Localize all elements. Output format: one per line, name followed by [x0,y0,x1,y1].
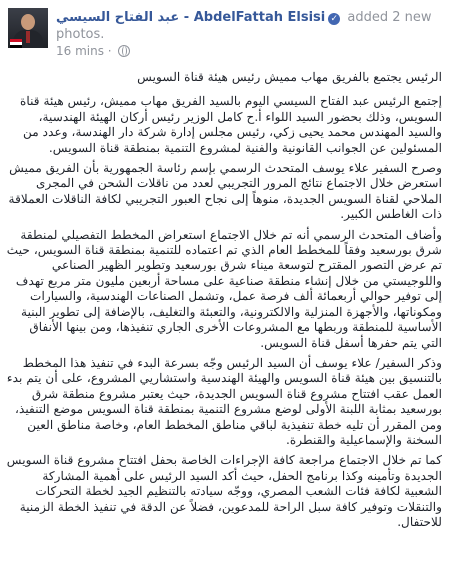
avatar-tie [26,31,30,43]
post-text [6,70,442,535]
dot-separator: · [107,44,116,58]
globe-icon[interactable] [118,45,130,57]
author-avatar[interactable] [8,8,48,48]
avatar-face [21,14,35,30]
post-header-line [56,9,446,43]
post-paragraph: وأضاف المتحدث الرسمي أنه تم خلال الاجتماع استعراض المخطط التفصيلي لمنطقة شرق بورسعيد وفقاً للمخطط العام الذي تم اعتماده للتنمية بمنطقة قناة السويس، حيث تم عرض التصور المقترح لتوسعة ميناء شرق بورسعيد وتطوير الظهير الصناعي واللوجيستي من خلال إنشاء منطقة صناعية على مساحة أربعين مليون متر مربع تهدف إلى توفير حوالي أربعمائة ألف فرصة عمل، وتشمل الصناعات الهندسية، والسيارات ومكوناتها، والأجهزة المنزلية والالكترونية، والتعبئة والتغليف، بالإضافة إلى تطوير البنية الأساسية للمنطقة وربطها مع المشروعات الأخرى الجاري تنفيذها، ومن بينها الأنفاق التي يتم حفرها أسفل قناة السويس. [6,227,442,350]
verified-badge-icon: ✓ [328,13,340,25]
egypt-flag-icon [10,39,22,48]
post-paragraph: وصرح السفير علاء يوسف المتحدث الرسمي بإسم رئاسة الجمهورية بأن الفريق مميش استعرض خلال الاجتماع نتائج المرور التجريبي لعدد من ناقلات الشحن في المجرى الملاحي لقناة السويس الجديدة، منوهاً إلى نجاح العبور التجريبي لكافة الناقلات العملاقة ذات الغاطس الكبير. [8,161,442,222]
post-paragraph: كما تم خلال الاجتماع مراجعة كافة الإجراءات الخاصة بحفل افتتاح مشروع قناة السويس الجديدة وتأمينه وكذا برنامج الحفل، حيث أكد السيد الرئيس على أهمية المشاركة الشعبية لكافة فئات الشعب المصري، ووجّه سيادته بالتنظيم الجيد لخطة التحركات والتنقلات وتوفير كافة سبل الراحة للمدعوين، فضلاً عن الدقة في تنفيذ الخطة الزمنية للاحتفال. [6,453,442,529]
post-title: الرئيس يجتمع بالفريق مهاب مميش رئيس هيئة قناة السويس [137,70,442,84]
post-header [0,0,450,62]
author-name-link[interactable]: عبد الفتاح السيسي - AbdelFattah Elsisi [56,10,326,25]
post-paragraph: إجتمع الرئيس عبد الفتاح السيسي اليوم بالسيد الفريق مهاب مميش، رئيس هيئة قناة السويس، وذلك بحضور السيد اللواء أ.ح كامل الوزير رئيس أركان الهيئة الهندسية، والسيد المهندس محمد يحيى زكي، رئيس مجلس إدارة شركة دار الهندسة، وعدد من المسئولين عن الجوانب القانونية والفنية لمشروع التنمية بمنطقة قناة السويس. [20,94,442,155]
post-paragraph: وذكر السفير/ علاء يوسف أن السيد الرئيس وجّه بسرعة البدء في تنفيذ هذا المخطط بالتنسيق بين هيئة قناة السويس والهيئة الهندسية واستشاريي المشروع، على أن يتم بدء العمل عقب افتتاح مشروع قناة السويس الجديدة، حيث يعتبر مشروع منطقة شرق بورسعيد بمثابة اللبنة الأولى لوضع مشروع التنمية بمنطقة قناة السويس موضع التنفيذ، ومن المقرر أن تليه خطة تنفيذية لباقي مناطق المخطط العام، وخاصة مناطق العين السخنة والإسماعيلية والقنطرة. [6,355,442,447]
post-meta [56,44,130,58]
post-timestamp-link[interactable]: 16 mins [56,44,104,58]
post-action-text: added 2 new photos. [56,10,432,42]
